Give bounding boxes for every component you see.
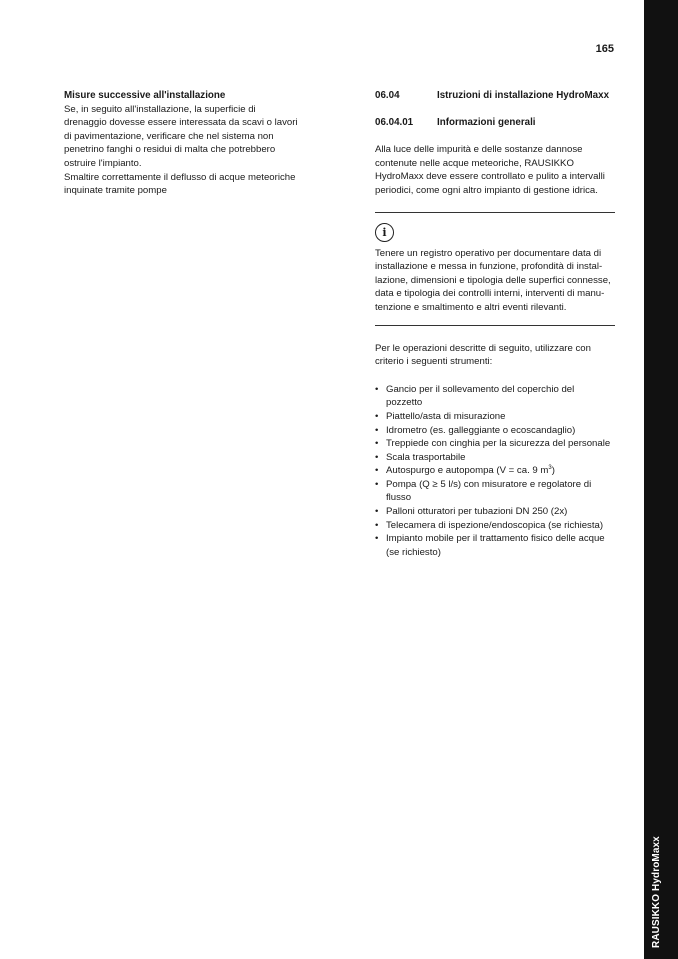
text-line: • Piattello/asta di misurazione bbox=[386, 410, 506, 422]
text-line: HydroMaxx deve essere controllato e pulito a intervalli bbox=[375, 171, 605, 183]
section-number: 06.04 bbox=[375, 90, 400, 101]
left-column bbox=[64, 89, 314, 198]
text-line: • Treppiede con cinghia per la sicurezza del personale bbox=[386, 438, 611, 450]
text-line: Se, in seguito all'installazione, la superficie di bbox=[64, 103, 256, 115]
left-text bbox=[64, 103, 314, 198]
text-line: • Gancio per il sollevamento del coperchio del bbox=[386, 383, 575, 395]
text-line: • Telecamera di ispezione/endoscopica (se richiesta) bbox=[386, 519, 604, 531]
section-heading bbox=[375, 89, 615, 103]
info-icon: i bbox=[375, 223, 394, 242]
text-line: inquinate tramite pompe bbox=[64, 185, 167, 197]
list-item bbox=[375, 464, 615, 478]
info-note bbox=[375, 247, 615, 315]
text-line: • Scala trasportabile bbox=[386, 451, 466, 463]
list-item bbox=[375, 505, 615, 519]
text-line: periodici, come ogni altro impianto di gestione idrica. bbox=[375, 184, 598, 196]
tools-intro bbox=[375, 342, 615, 369]
right-column bbox=[375, 89, 615, 559]
text-line: • Pompa (Q ≥ 5 l/s) con misuratore e regolatore di bbox=[386, 478, 592, 490]
text-line: criterio i seguenti strumenti: bbox=[375, 356, 493, 368]
list-item bbox=[375, 451, 615, 465]
left-heading: Misure successive all'installazione bbox=[64, 90, 226, 101]
side-tab-label: RAUSIKKO HydroMaxx bbox=[651, 836, 662, 948]
superscript: 3 bbox=[548, 465, 552, 472]
text-line: Smaltire correttamente il deflusso di acque meteoriche bbox=[64, 171, 296, 183]
list-item bbox=[375, 410, 615, 424]
text-line: lazione, dimensioni e tipologia delle superfici connesse, bbox=[375, 274, 611, 286]
side-tab bbox=[644, 0, 678, 959]
text-span: ) bbox=[551, 465, 555, 477]
list-item bbox=[375, 424, 615, 438]
text-line: di pavimentazione, verificare che nel sistema non bbox=[64, 130, 274, 142]
text-line: penetrino fanghi o residui di malta che potrebbero bbox=[64, 144, 276, 156]
list-item bbox=[375, 532, 615, 559]
tools-list bbox=[375, 383, 615, 560]
text-line: ostruire l'impianto. bbox=[64, 157, 142, 169]
text-line: Per le operazioni descritte di seguito, utilizzare con bbox=[375, 342, 591, 354]
subsection-title: Informazioni generali bbox=[437, 116, 536, 128]
text-line: • Palloni otturatori per tubazioni DN 250 (2x) bbox=[386, 506, 568, 518]
page-number: 165 bbox=[595, 43, 614, 55]
list-item bbox=[375, 478, 615, 505]
intro-paragraph bbox=[375, 143, 615, 197]
subsection-number: 06.04.01 bbox=[375, 116, 414, 128]
text-line: data e tipologia dei controlli interni, interventi di manu- bbox=[375, 288, 605, 300]
text-line: flusso bbox=[386, 492, 412, 504]
text-line: drenaggio dovesse essere interessata da scavi o lavori bbox=[64, 117, 298, 129]
text-line: tenzione e smaltimento e altri eventi rilevanti. bbox=[375, 301, 567, 313]
section-title: Istruzioni di installazione HydroMaxx bbox=[437, 90, 610, 101]
list-item bbox=[375, 383, 615, 410]
text-line: pozzetto bbox=[386, 397, 423, 409]
text-span: Autospurgo e autopompa (V = ca. 9 m bbox=[386, 465, 549, 477]
list-item bbox=[375, 437, 615, 451]
text-line: installazione e messa in funzione, profondità di instal- bbox=[375, 261, 603, 273]
text-line: Tenere un registro operativo per documentare data di bbox=[375, 247, 602, 259]
subsection-heading bbox=[375, 116, 615, 130]
text-line: (se richiesto) bbox=[386, 546, 441, 558]
text-line: contenute nelle acque meteoriche, RAUSIKKO bbox=[375, 157, 574, 169]
text-line: • Idrometro (es. galleggiante o ecoscandaglio) bbox=[386, 424, 576, 436]
text-line: • Impianto mobile per il trattamento fisico delle acque bbox=[386, 533, 605, 545]
list-item bbox=[375, 519, 615, 533]
text-line: Alla luce delle impurità e delle sostanze dannose bbox=[375, 144, 583, 156]
text-line bbox=[386, 464, 615, 478]
